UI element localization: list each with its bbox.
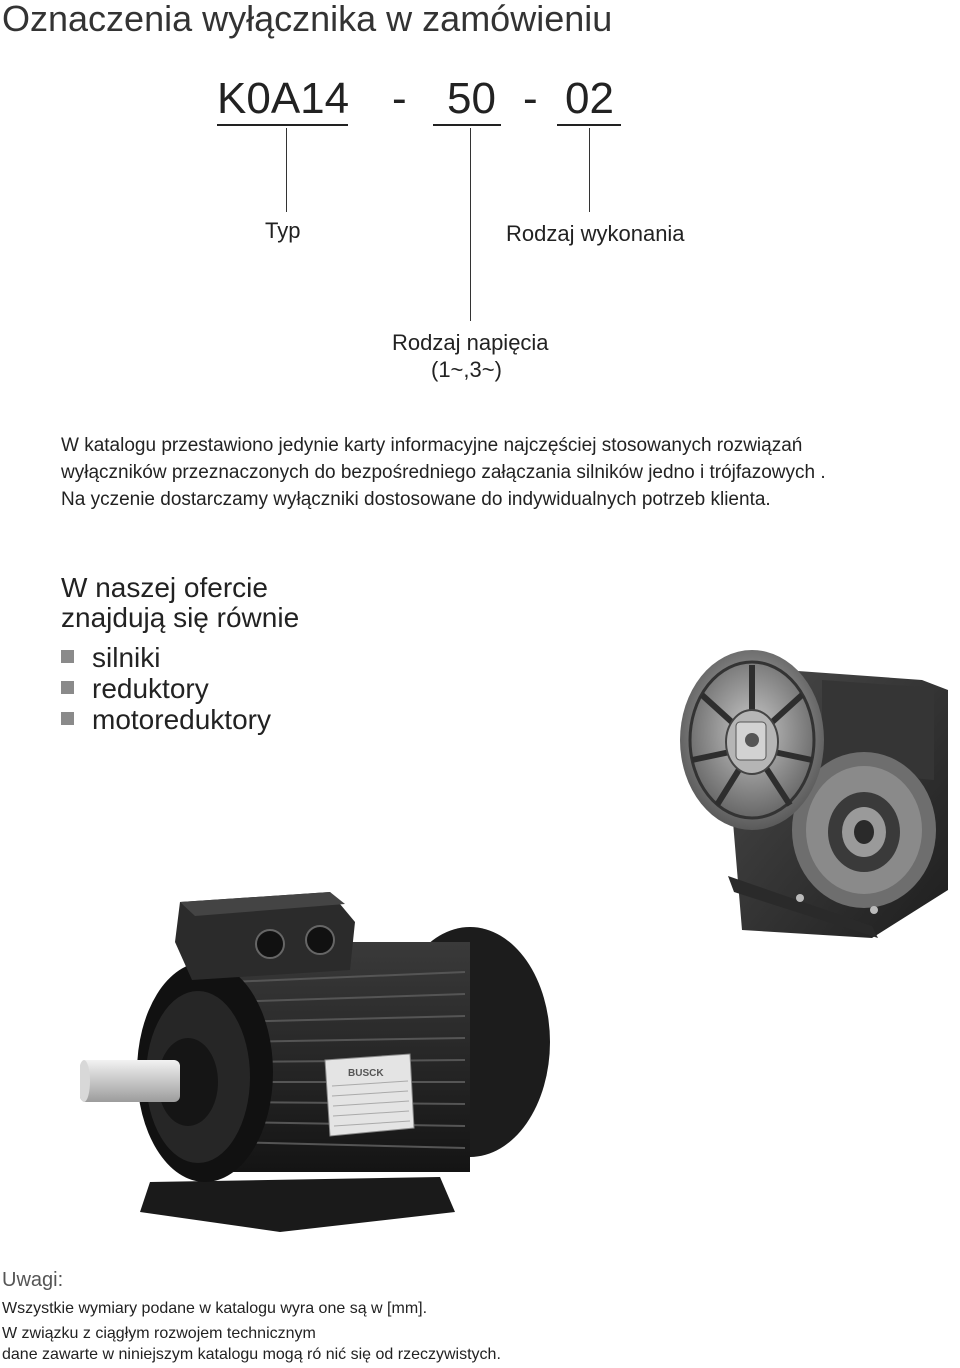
offer-heading-2: znajdują się równie	[61, 602, 300, 633]
notes-heading: Uwagi:	[2, 1269, 64, 1291]
code-variant-underline	[557, 124, 621, 126]
gear-reducer-image	[672, 640, 950, 940]
offer-item-silniki	[61, 642, 160, 674]
code-dash-1: -	[392, 74, 407, 123]
paragraph-line-2: wyłączników przeznaczonych do bezpośredniego załączania silników jedno i trójfazowych .	[61, 462, 826, 483]
offer-item-reduktory	[61, 673, 209, 705]
connector-wykonania	[589, 128, 590, 212]
code-variant: 02	[565, 74, 614, 123]
paragraph-line-3: Na yczenie dostarczamy wyłączniki dostosowane do indywidualnych potrzeb klienta.	[61, 489, 771, 510]
note-line-2: W związku z ciągłym rozwojem technicznym	[2, 1325, 316, 1342]
code-type-underline	[217, 124, 348, 126]
offer-item-label: silniki	[92, 642, 161, 673]
note-line-1: Wszystkie wymiary podane w katalogu wyra one są w [mm].	[2, 1300, 428, 1317]
bullet-square-icon	[61, 681, 74, 694]
note-line-3: dane zawarte w niniejszym katalogu mogą ró nić się od rzeczywistych.	[2, 1346, 501, 1363]
bullet-square-icon	[61, 650, 74, 663]
paragraph-line-1: W katalogu przestawiono jedynie karty informacyjne najczęściej stosowanych rozwiązań	[61, 435, 803, 456]
offer-item-label: motoreduktory	[92, 704, 271, 735]
connector-napiecia	[470, 128, 471, 321]
code-voltage-underline	[433, 124, 501, 126]
offer-item-label: reduktory	[92, 673, 209, 704]
electric-motor-image	[80, 882, 550, 1242]
label-napiecie-values: (1~,3~)	[431, 357, 502, 382]
offer-item-motoreduktory	[61, 704, 271, 736]
page-title: Oznaczenia wyłącznika w zamówieniu	[2, 0, 613, 39]
bullet-square-icon	[61, 712, 74, 725]
label-rodzaj-wykonania: Rodzaj wykonania	[506, 221, 685, 246]
code-type: K0A14	[217, 74, 350, 123]
label-typ: Typ	[265, 218, 301, 243]
motor-plate-brand: BUSCK	[348, 1068, 384, 1079]
connector-typ	[286, 128, 287, 212]
label-rodzaj-napiecia: Rodzaj napięcia	[392, 330, 549, 355]
code-voltage: 50	[447, 74, 496, 123]
code-dash-2: -	[523, 74, 538, 123]
offer-heading-1: W naszej ofercie	[61, 572, 268, 603]
